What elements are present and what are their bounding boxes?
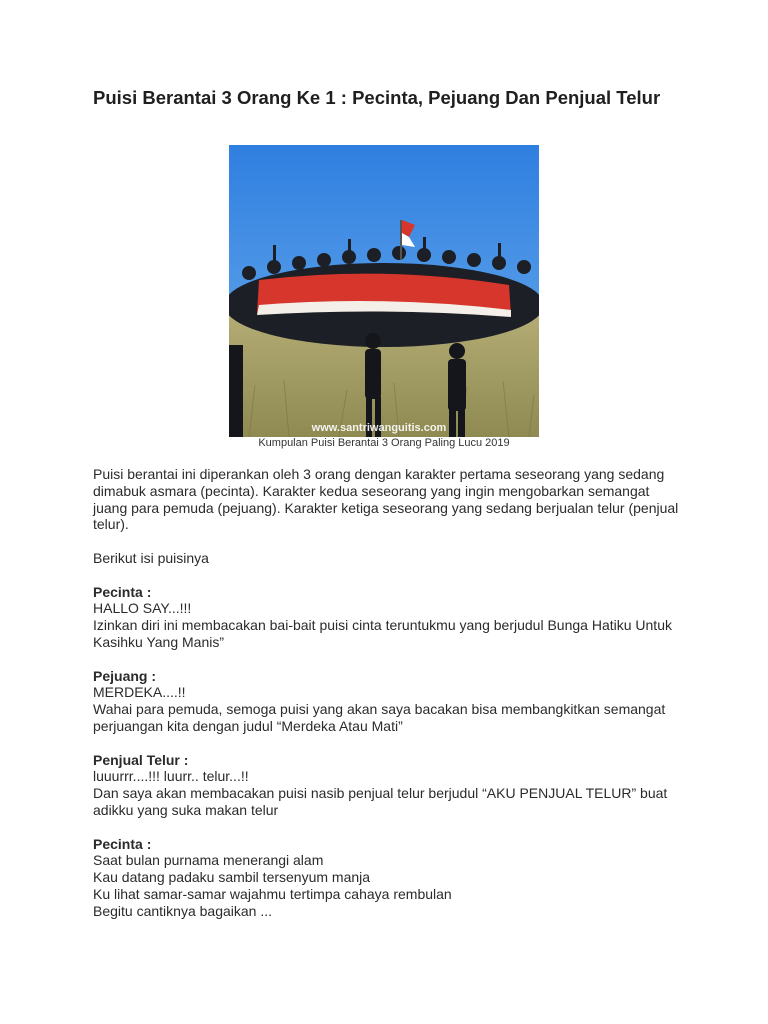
poem-line: Ku lihat samar-samar wajahmu tertimpa cahaya rembulan [93, 885, 452, 902]
poem-line: MERDEKA....!! [93, 684, 186, 701]
article-title: Puisi Berantai 3 Orang Ke 1 : Pecinta, Pejuang Dan Penjual Telur [93, 87, 661, 108]
article-figure [229, 145, 539, 450]
stanza-pejuang [93, 668, 683, 735]
speaker-label: Pejuang : [93, 667, 157, 684]
poem-line: luuurrr....!!! luurr.. telur...!! [93, 768, 249, 785]
speaker-label: Pecinta : [93, 835, 152, 852]
speaker-label: Penjual Telur : [93, 751, 189, 768]
speaker-label: Pecinta : [93, 583, 152, 600]
poem-line: Begitu cantiknya bagaikan ... [93, 902, 273, 919]
poem-line: HALLO SAY...!!! [93, 600, 192, 617]
poem-line: Wahai para pemuda, semoga puisi yang akan saya bacakan bisa membangkitkan semangat perjuangan kita dengan judul “Merdeka Atau Mati” [93, 701, 666, 734]
poem-line: Saat bulan purnama menerangi alam [93, 852, 324, 869]
stanza-pecinta-2 [93, 836, 683, 920]
stanza-penjual-telur [93, 752, 683, 819]
intro-paragraph: Puisi berantai ini diperankan oleh 3 orang dengan karakter pertama seseorang yang sedang dimabuk asmara (pecinta). Karakter kedua seseorang yang ingin mengobarkan semangat juang para pemuda (pejuang). Karakter ketiga seseorang yang sedang berjualan telur (penjual telur). [93, 466, 679, 533]
crowd-flag-photo [229, 145, 539, 437]
article-body [93, 466, 683, 936]
photo-watermark: www.santriwanguitis.com [311, 422, 447, 434]
lead-paragraph: Berikut isi puisinya [93, 549, 209, 566]
stanza-pecinta-1 [93, 584, 683, 651]
poem-line: Kau datang padaku sambil tersenyum manja [93, 869, 371, 886]
poem-line: Izinkan diri ini membacakan bai-bait puisi cinta teruntukmu yang berjudul Bunga Hatiku Untuk Kasihku Yang Manis” [93, 617, 672, 650]
poem-line: Dan saya akan membacakan puisi nasib penjual telur berjudul “AKU PENJUAL TELUR” buat adikku yang suka makan telur [93, 785, 668, 818]
figure-caption: Kumpulan Puisi Berantai 3 Orang Paling Lucu 2019 [258, 437, 510, 449]
